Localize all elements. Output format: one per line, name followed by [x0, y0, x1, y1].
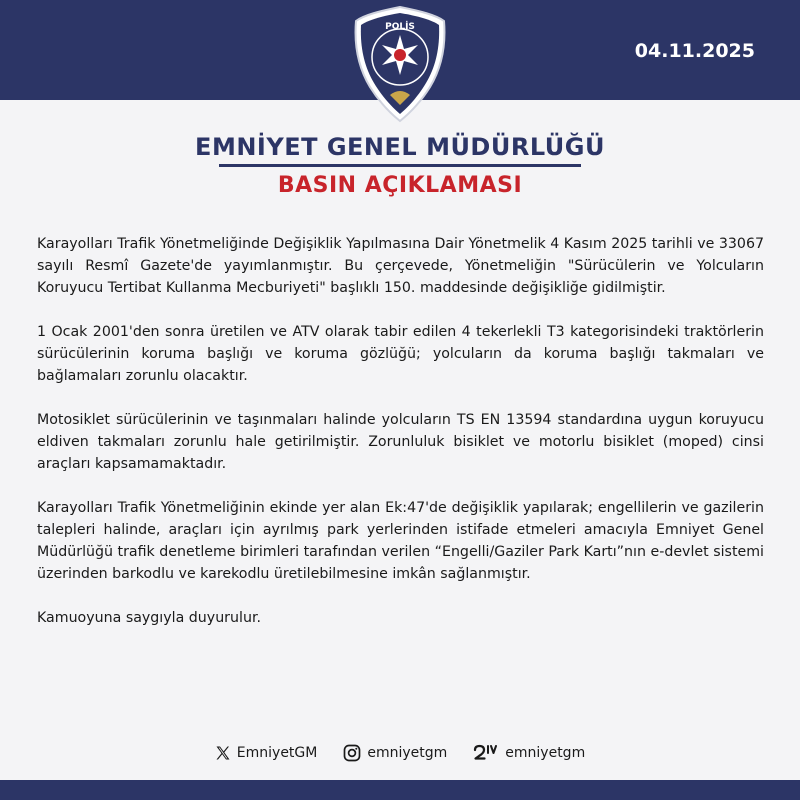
police-badge-logo — [352, 5, 448, 123]
bottom-bar — [0, 780, 800, 800]
nsosyal-icon — [473, 744, 499, 762]
title-underline — [219, 164, 581, 167]
nsosyal-handle: emniyetgm — [505, 745, 586, 761]
paragraph-2: 1 Ocak 2001'den sonra üretilen ve ATV olarak tabir edilen 4 tekerlekli T3 kategorisindeki traktörlerin sürücülerinin koruma başlığı ve koruma gözlüğü; yolcuların da koruma başlığı takmaları ve bağlamaları zorunlu olacaktır. — [37, 324, 764, 384]
press-release-body — [37, 233, 764, 651]
social-footer — [0, 740, 800, 766]
nsosyal-account[interactable] — [473, 744, 585, 762]
page-subtitle: BASIN AÇIKLAMASI — [277, 173, 523, 198]
x-logo-icon — [215, 745, 231, 761]
paragraph-1: Karayolları Trafik Yönetmeliğinde Değişiklik Yapılmasına Dair Yönetmelik 4 Kasım 2025 tarihli ve 33067 sayılı Resmî Gazete'de yayımlanmıştır. Bu çerçevede, Yönetmeliğin "Sürücülerin ve Yolcuların Koruyucu Tertibat Kullanma Mecburiyeti" başlıklı 150. maddesinde değişikliğe gidilmiştir. — [37, 236, 764, 296]
paragraph-4: Karayolları Trafik Yönetmeliğinin ekinde yer alan Ek:47'de değişiklik yapılarak; engellilerin ve gazilerin talepleri halinde, araçları için ayrılmış park yerlerinden istifade etmeleri amacıyla Emniyet Genel Müdürlüğü trafik denetleme birimleri tarafından verilen “Engelli/Gaziler Park Kartı”nın e-devlet sistemi üzerinden barkodlu ve karekodlu üretilebilmesine imkân sağlanmıştır. — [37, 500, 764, 582]
closing-line: Kamuoyuna saygıyla duyurulur. — [37, 610, 261, 626]
x-handle: EmniyetGM — [236, 745, 318, 761]
page-title: EMNİYET GENEL MÜDÜRLÜĞÜ — [195, 133, 605, 161]
x-account[interactable] — [215, 745, 318, 761]
paragraph-3: Motosiklet sürücülerinin ve taşınmaları halinde yolcuların TS EN 13594 standardına uygun koruyucu eldiven takmaları zorunlu hale getirilmiştir. Zorunluluk bisiklet ve motorlu bisiklet (moped) cinsi araçları kapsamamaktadır. — [37, 412, 764, 472]
instagram-icon — [343, 744, 361, 762]
instagram-handle: emniyetgm — [367, 745, 448, 761]
svg-text:POLİS: POLİS — [385, 22, 415, 32]
press-release-date: 04.11.2025 — [634, 40, 755, 62]
instagram-account[interactable] — [343, 744, 447, 762]
